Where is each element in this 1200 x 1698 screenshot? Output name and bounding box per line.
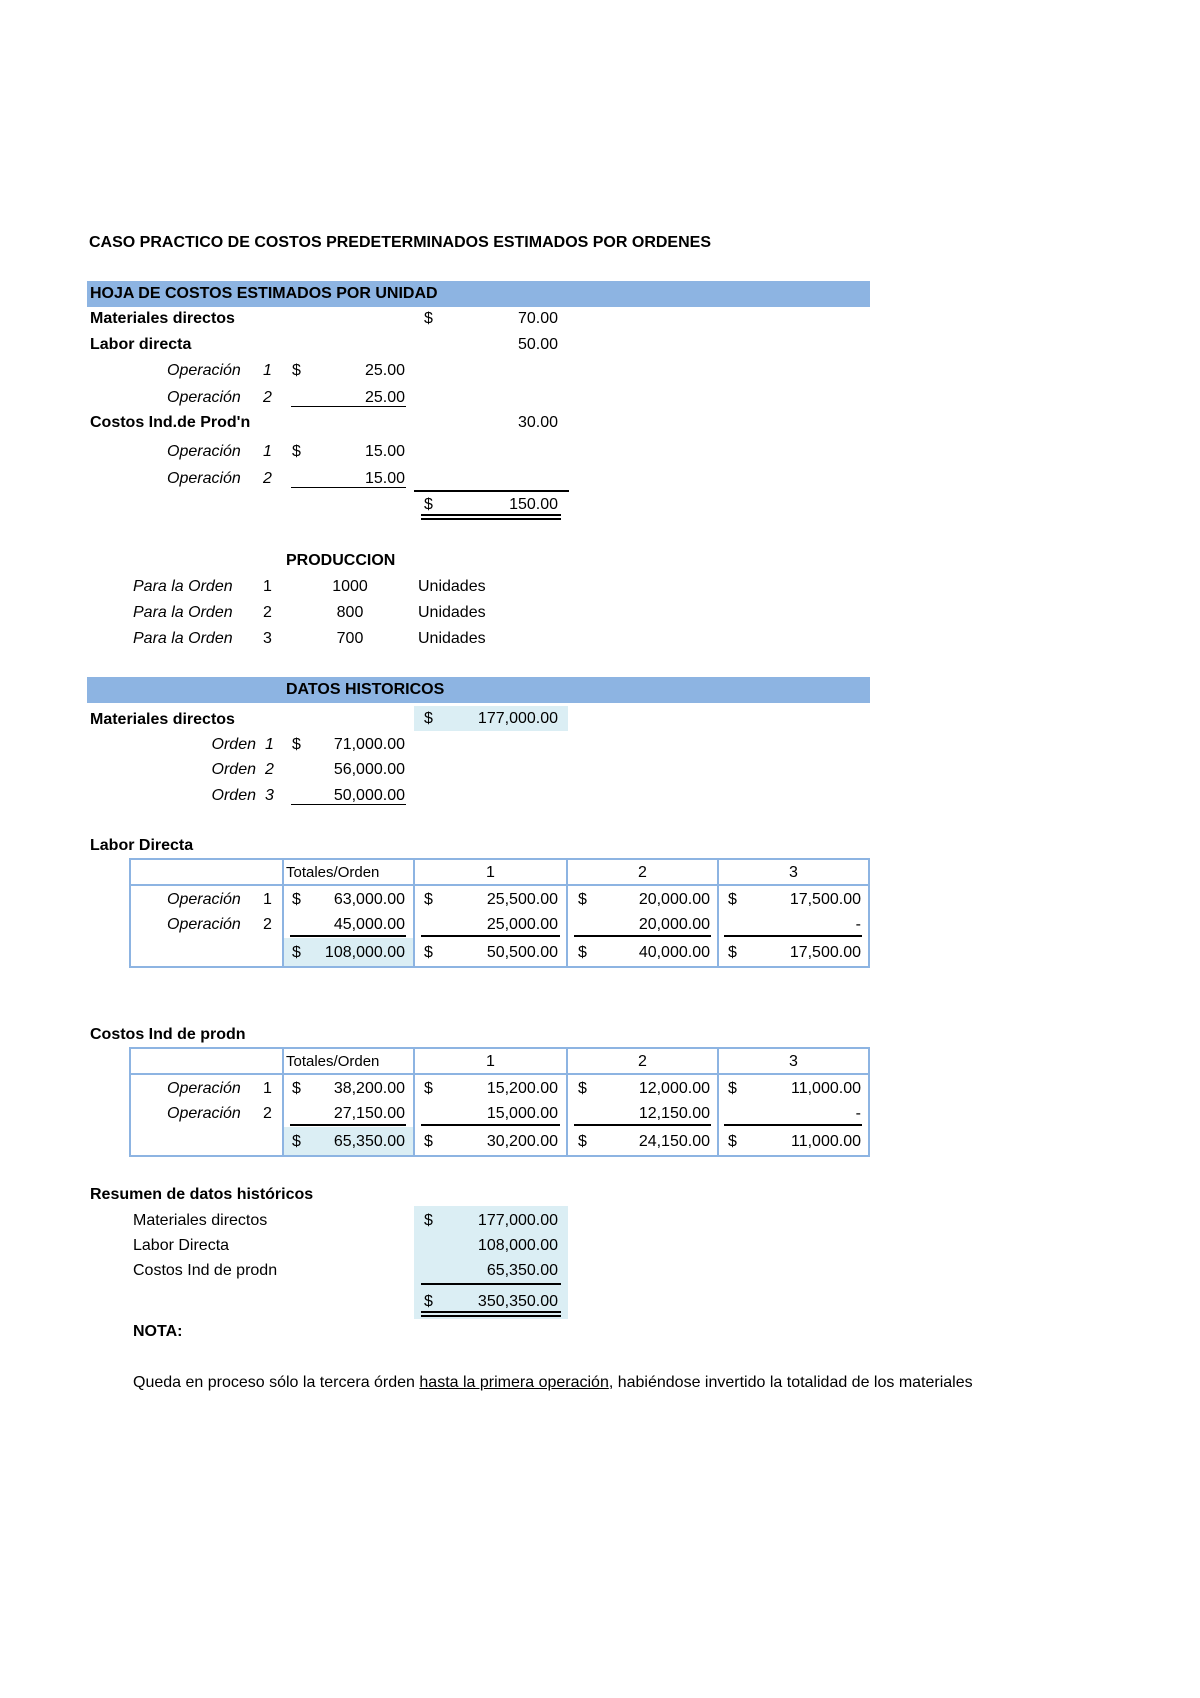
- labor-totals-order-2: 40,000.00: [638, 944, 710, 961]
- cip-row-1-order-2: 12,000.00: [638, 1080, 710, 1097]
- historic-materials-total: 177,000.00: [477, 710, 558, 727]
- labor-row-1-currency-2: $: [578, 891, 587, 908]
- estimate-total-top-rule: [414, 490, 569, 492]
- cip-header-order-2: 2: [638, 1053, 647, 1070]
- order-1-num: 1: [265, 736, 274, 753]
- cip-op1-value: 15.00: [364, 443, 405, 460]
- production-row-2-qty: 800: [336, 604, 364, 621]
- historic-header-band: [87, 677, 870, 703]
- cip-row-1-currency-total: $: [292, 1080, 301, 1097]
- labor-totals-order-3: 17,500.00: [789, 944, 861, 961]
- cip-row-1-order-3: 11,000.00: [791, 1080, 861, 1097]
- estimate-materials-currency: $: [424, 310, 433, 327]
- cip-totals-total: 65,350.00: [333, 1133, 405, 1150]
- page-title: CASO PRACTICO DE COSTOS PREDETERMINADOS ESTIMADOS POR ORDENES: [89, 234, 711, 251]
- labor-row-2-order-1: 25,000.00: [486, 916, 558, 933]
- cip-totals-order-2: 24,150.00: [638, 1133, 710, 1150]
- production-row-1-label: Para la Orden: [133, 578, 233, 595]
- labor-header-totals: Totales/Orden: [286, 864, 380, 881]
- orders-subtotal-rule: [291, 804, 406, 805]
- cip-row-2-total: 27,150.00: [333, 1105, 405, 1122]
- summary-total-value: 350,350.00: [477, 1293, 558, 1310]
- labor-header-order-3: 3: [789, 864, 798, 881]
- estimate-materials-label: Materiales directos: [90, 310, 235, 327]
- cip-row-1-currency-1: $: [424, 1080, 433, 1097]
- production-row-2-label: Para la Orden: [133, 604, 233, 621]
- cip-col-divider-1: [282, 1047, 284, 1157]
- cip-op2-num: 2: [263, 470, 272, 487]
- note-label: NOTA:: [133, 1323, 183, 1340]
- labor-op1-label: Operación: [167, 362, 241, 379]
- order-2-num: 2: [265, 761, 274, 778]
- cip-subtotal-rule: [291, 487, 406, 488]
- estimate-cip-value: 30.00: [517, 414, 558, 431]
- historic-header: DATOS HISTORICOS: [286, 681, 445, 698]
- labor-header-divider: [129, 884, 870, 886]
- cip-subtotal-rule-3: [724, 1124, 862, 1126]
- labor-row-1-order-1: 25,500.00: [486, 891, 558, 908]
- labor-row-1-currency-1: $: [424, 891, 433, 908]
- order-2-label: Orden: [211, 761, 256, 778]
- cip-totals-currency-total: $: [292, 1133, 301, 1150]
- summary-row-1-label: Materiales directos: [133, 1212, 268, 1229]
- cip-row-1-num: 1: [263, 1080, 272, 1097]
- summary-row-2-value: 108,000.00: [477, 1237, 558, 1254]
- estimate-header: HOJA DE COSTOS ESTIMADOS POR UNIDAD: [90, 285, 438, 302]
- labor-op1-value: 25.00: [364, 362, 405, 379]
- labor-row-2-order-3: -: [855, 916, 861, 933]
- historic-materials-label: Materiales directos: [90, 711, 235, 728]
- cip-row-2-label: Operación: [167, 1105, 241, 1122]
- order-3-num: 3: [265, 787, 274, 804]
- labor-row-1-order-2: 20,000.00: [638, 891, 710, 908]
- production-row-1-unit: Unidades: [418, 578, 486, 595]
- note-text: [133, 1373, 973, 1393]
- production-row-3-unit: Unidades: [418, 630, 486, 647]
- estimate-total-currency: $: [424, 496, 433, 513]
- labor-col-divider-1: [282, 858, 284, 968]
- labor-header-order-2: 2: [638, 864, 647, 881]
- historic-materials-currency: $: [424, 710, 433, 727]
- production-row-3-label: Para la Orden: [133, 630, 233, 647]
- cip-totals-currency-3: $: [728, 1133, 737, 1150]
- cip-row-1-currency-2: $: [578, 1080, 587, 1097]
- labor-row-2-num: 2: [263, 916, 272, 933]
- cip-op2-value: 15.00: [364, 470, 405, 487]
- order-3-value: 50,000.00: [333, 787, 405, 804]
- labor-totals-currency-2: $: [578, 944, 587, 961]
- labor-op1-num: 1: [263, 362, 272, 379]
- summary-total-rule-1: [421, 1311, 561, 1313]
- cip-totals-currency-2: $: [578, 1133, 587, 1150]
- labor-totals-total: 108,000.00: [324, 944, 405, 961]
- cip-row-1-total: 38,200.00: [333, 1080, 405, 1097]
- cip-header-totals: Totales/Orden: [286, 1053, 380, 1070]
- labor-row-1-total: 63,000.00: [333, 891, 405, 908]
- labor-table-title: Labor Directa: [90, 837, 194, 854]
- labor-subtotal-rule-1: [421, 935, 560, 937]
- cip-totals-order-1: 30,200.00: [486, 1133, 558, 1150]
- cip-header-divider: [129, 1073, 870, 1075]
- production-row-1-qty: 1000: [332, 578, 368, 595]
- labor-totals-currency-1: $: [424, 944, 433, 961]
- note-text-before: Queda en proceso sólo la tercera órden: [133, 1374, 420, 1391]
- summary-total-currency: $: [424, 1293, 433, 1310]
- order-3-label: Orden: [211, 787, 256, 804]
- summary-row-3-label: Costos Ind de prodn: [133, 1262, 278, 1279]
- labor-row-1-currency-total: $: [292, 891, 301, 908]
- cip-op1-currency: $: [292, 443, 301, 460]
- note-text-underlined: hasta la primera operación: [419, 1374, 609, 1391]
- labor-row-1-currency-3: $: [728, 891, 737, 908]
- labor-row-2-total: 45,000.00: [333, 916, 405, 933]
- estimate-total-rule-2: [421, 518, 561, 520]
- summary-row-1-value: 177,000.00: [477, 1212, 558, 1229]
- order-1-value: 71,000.00: [333, 736, 405, 753]
- labor-op2-num: 2: [263, 389, 272, 406]
- production-header: PRODUCCION: [286, 552, 396, 569]
- summary-row-2-label: Labor Directa: [133, 1237, 230, 1254]
- production-row-3-qty: 700: [336, 630, 364, 647]
- labor-op2-label: Operación: [167, 389, 241, 406]
- cip-header-order-3: 3: [789, 1053, 798, 1070]
- cip-subtotal-rule-2: [574, 1124, 711, 1126]
- cip-row-1-label: Operación: [167, 1080, 241, 1097]
- cip-op1-label: Operación: [167, 443, 241, 460]
- production-row-1-num: 1: [263, 578, 272, 595]
- cip-row-2-order-2: 12,150.00: [638, 1105, 710, 1122]
- labor-row-1-order-3: 17,500.00: [789, 891, 861, 908]
- cip-totals-currency-1: $: [424, 1133, 433, 1150]
- cip-row-2-num: 2: [263, 1105, 272, 1122]
- labor-subtotal-rule-2: [574, 935, 711, 937]
- summary-title: Resumen de datos históricos: [90, 1186, 314, 1203]
- cip-row-1-currency-3: $: [728, 1080, 737, 1097]
- cip-header-order-1: 1: [486, 1053, 495, 1070]
- estimate-total-value: 150.00: [509, 496, 558, 513]
- order-1-currency: $: [292, 736, 301, 753]
- note-text-after: , habiéndose invertido la totalidad de los materiales: [608, 1374, 973, 1391]
- cip-subtotal-rule-1: [421, 1124, 560, 1126]
- labor-subtotal-rule: [291, 406, 406, 407]
- cip-op1-num: 1: [263, 443, 272, 460]
- order-1-label: Orden: [211, 736, 256, 753]
- labor-row-1-label: Operación: [167, 891, 241, 908]
- cip-op2-label: Operación: [167, 470, 241, 487]
- cip-subtotal-rule-total: [290, 1124, 406, 1126]
- labor-totals-order-1: 50,500.00: [486, 944, 558, 961]
- production-row-2-num: 2: [263, 604, 272, 621]
- cip-row-1-order-1: 15,200.00: [486, 1080, 558, 1097]
- estimate-cip-label: Costos Ind.de Prod'n: [90, 414, 251, 431]
- estimate-materials-value: 70.00: [517, 310, 558, 327]
- labor-row-2-label: Operación: [167, 916, 241, 933]
- production-row-2-unit: Unidades: [418, 604, 486, 621]
- labor-row-1-num: 1: [263, 891, 272, 908]
- estimate-total-rule-1: [421, 514, 561, 516]
- labor-totals-currency-total: $: [292, 944, 301, 961]
- cip-row-2-order-3: -: [855, 1105, 861, 1122]
- cip-row-2-order-1: 15,000.00: [486, 1105, 558, 1122]
- labor-subtotal-rule-total: [290, 935, 406, 937]
- estimate-labor-value: 50.00: [517, 336, 558, 353]
- cip-totals-order-3: 11,000.00: [791, 1133, 861, 1150]
- estimate-labor-label: Labor directa: [90, 336, 192, 353]
- labor-row-2-order-2: 20,000.00: [638, 916, 710, 933]
- summary-subtotal-rule: [421, 1283, 561, 1285]
- labor-op2-value: 25.00: [364, 389, 405, 406]
- labor-header-order-1: 1: [486, 864, 495, 881]
- labor-op1-currency: $: [292, 362, 301, 379]
- order-2-value: 56,000.00: [333, 761, 405, 778]
- labor-totals-currency-3: $: [728, 944, 737, 961]
- summary-row-3-value: 65,350.00: [486, 1262, 558, 1279]
- production-row-3-num: 3: [263, 630, 272, 647]
- cip-table-title: Costos Ind de prodn: [90, 1026, 246, 1043]
- summary-total-rule-2: [421, 1315, 561, 1317]
- summary-row-1-currency: $: [424, 1212, 433, 1229]
- labor-subtotal-rule-3: [724, 935, 862, 937]
